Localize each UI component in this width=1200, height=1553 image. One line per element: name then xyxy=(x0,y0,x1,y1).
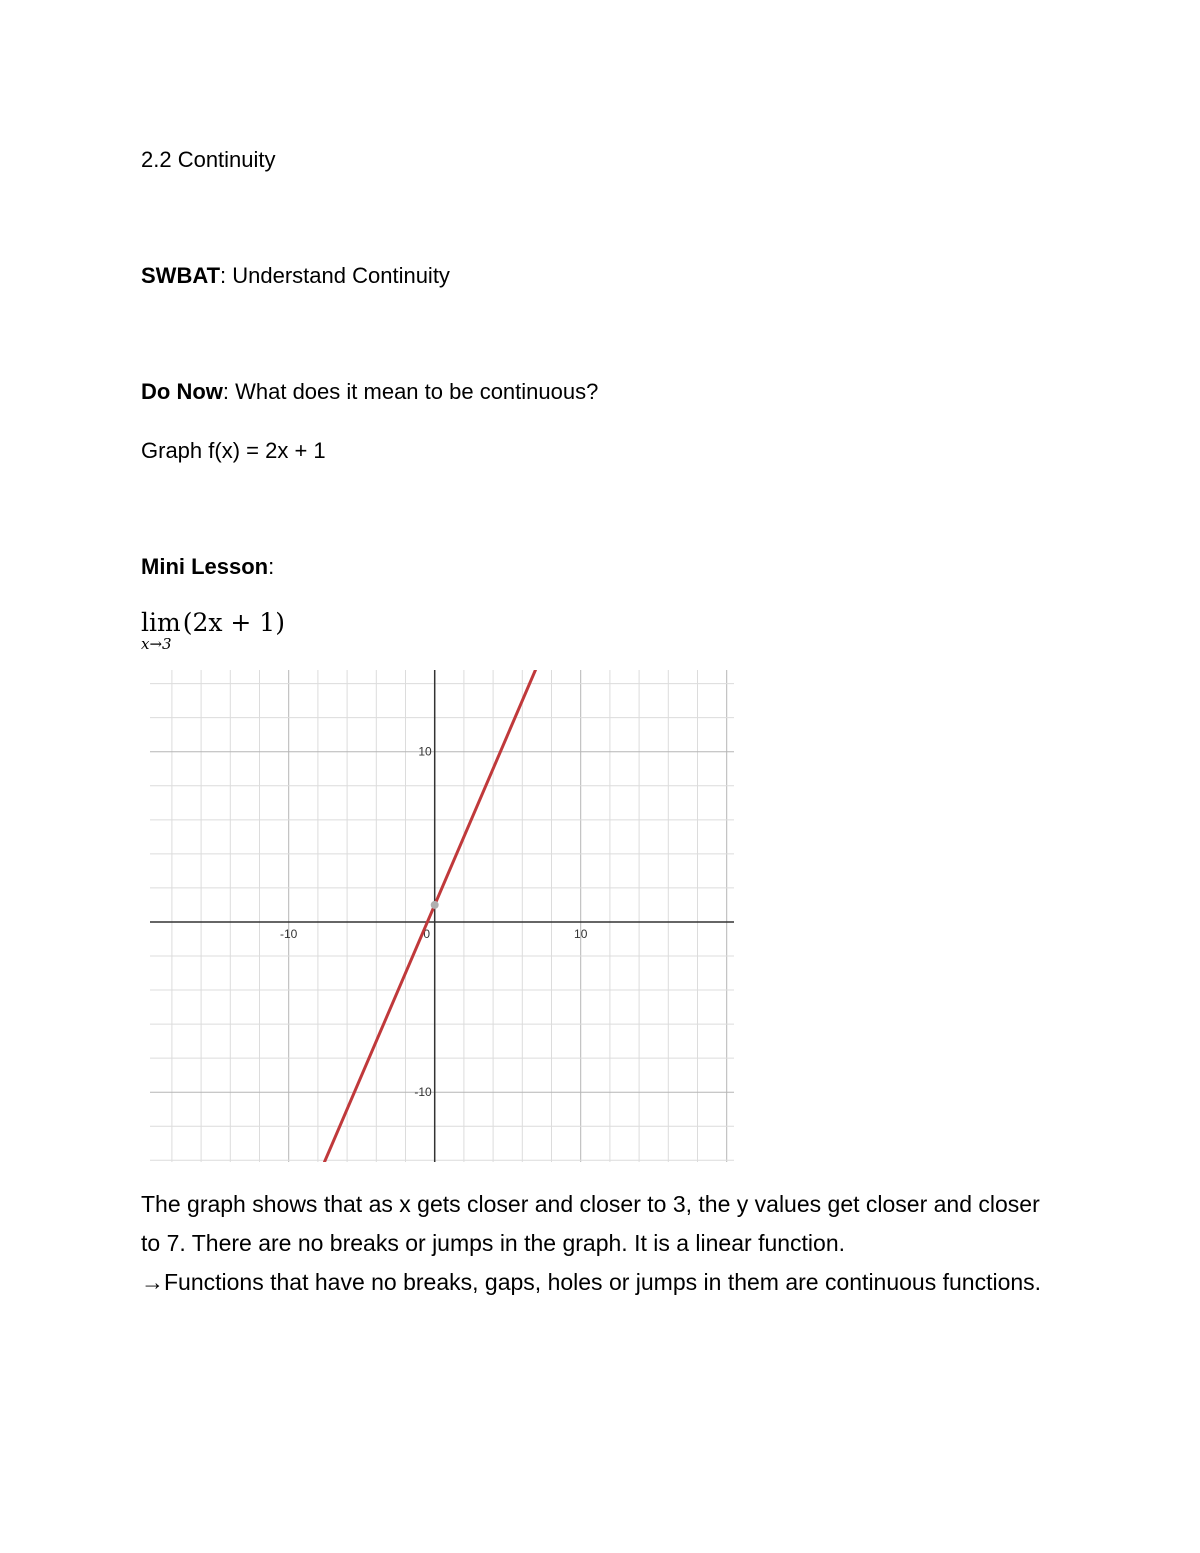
explanation-paragraph xyxy=(141,1185,1051,1302)
mini-lesson-label: Mini Lesson xyxy=(141,554,269,579)
y-tick-label: -10 xyxy=(414,1085,432,1100)
swbat-label: SWBAT xyxy=(141,263,221,288)
conclusion-text: →Functions that have no breaks, gaps, holes or jumps in them are continuous functions. xyxy=(141,1269,1042,1295)
x-tick-label: 0 xyxy=(423,926,431,941)
axes xyxy=(150,670,734,1162)
function-graph xyxy=(150,670,734,1162)
swbat-text: : Understand Continuity xyxy=(220,263,450,288)
explanation-text: The graph shows that as x gets closer and closer to 3, the y values get closer and closer to 7. There are no breaks or jumps in the graph. It is a linear function. xyxy=(141,1191,1040,1256)
do-now-label: Do Now xyxy=(141,379,223,404)
limit-operator: lim xyxy=(141,608,181,637)
y-tick-label: 10 xyxy=(418,744,432,759)
y-intercept-point xyxy=(431,901,439,909)
mini-lesson-line xyxy=(141,553,274,581)
limit-body: (2x + 1) xyxy=(182,608,285,637)
graph-prompt: Graph f(x) = 2x + 1 xyxy=(141,438,326,463)
limit-expression xyxy=(141,608,285,653)
do-now-line xyxy=(141,378,598,406)
swbat-line xyxy=(141,262,450,290)
mini-lesson-text: : xyxy=(268,554,275,579)
grid-lines xyxy=(150,670,734,1162)
x-tick-label: -10 xyxy=(280,926,298,941)
lesson-title: 2.2 Continuity xyxy=(141,147,276,172)
do-now-text: : What does it mean to be continuous? xyxy=(222,379,599,404)
x-tick-label: 10 xyxy=(574,926,588,941)
limit-subscript: x→3 xyxy=(141,635,172,653)
